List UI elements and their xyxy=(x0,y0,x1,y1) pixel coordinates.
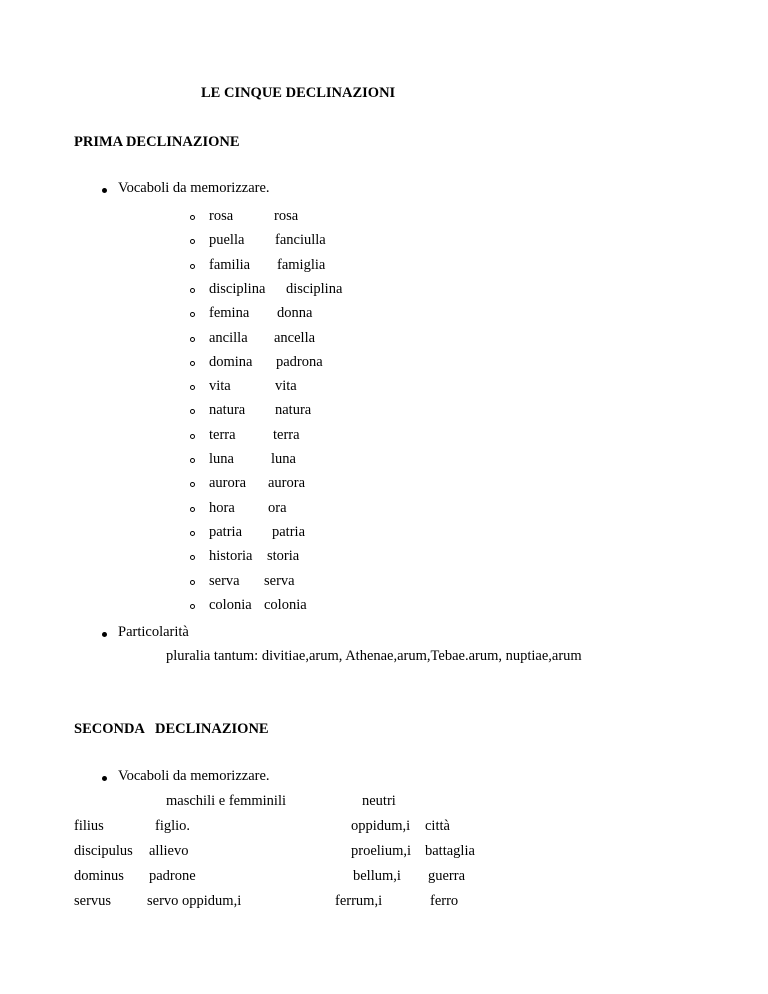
hollow-bullet-icon xyxy=(190,409,195,414)
italian-translation: patria xyxy=(272,523,306,540)
italian-translation: ora xyxy=(268,499,287,516)
italian-translation: donna xyxy=(277,305,313,322)
section-heading-first: PRIMA DECLINAZIONE xyxy=(74,134,240,150)
masculine-latin-word: dominus xyxy=(74,868,124,884)
italian-translation: natura xyxy=(275,402,312,419)
hollow-bullet-icon xyxy=(190,580,195,585)
neuter-latin-word: bellum,i xyxy=(353,868,401,884)
hollow-bullet-icon xyxy=(190,434,195,439)
vocab-label-second: Vocaboli da memorizzare. xyxy=(118,768,270,784)
particularity-text: pluralia tantum: divitiae,arum, Athenae,arum,Tebae.arum, nuptiae,arum xyxy=(166,648,582,664)
section-heading-second: SECONDA DECLINAZIONE xyxy=(74,721,269,737)
vocab-label-first: Vocaboli da memorizzare. xyxy=(118,180,270,196)
latin-word: aurora xyxy=(209,475,247,492)
latin-word: femina xyxy=(209,305,250,322)
column-header-masculine-feminine: maschili e femminili xyxy=(166,793,287,809)
hollow-bullet-icon xyxy=(190,264,195,269)
italian-translation: terra xyxy=(273,426,300,443)
neuter-latin-word: ferrum,i xyxy=(335,893,383,909)
bullet-icon xyxy=(102,776,107,781)
latin-word: vita xyxy=(209,378,231,395)
italian-translation: padrona xyxy=(276,353,323,370)
hollow-bullet-icon xyxy=(190,215,195,220)
latin-word: terra xyxy=(209,426,236,443)
italian-translation: storia xyxy=(267,548,300,565)
italian-translation: colonia xyxy=(264,596,307,613)
hollow-bullet-icon xyxy=(190,239,195,244)
italian-translation: rosa xyxy=(274,208,299,224)
masculine-italian-translation: padrone xyxy=(149,868,196,884)
neuter-italian-translation: ferro xyxy=(430,893,459,909)
neuter-italian-translation: guerra xyxy=(428,868,466,884)
hollow-bullet-icon xyxy=(190,312,195,317)
neuter-italian-translation: battaglia xyxy=(425,843,475,859)
column-header-neuter: neutri xyxy=(362,793,396,809)
italian-translation: fanciulla xyxy=(275,232,326,249)
particularity-label: Particolarità xyxy=(118,624,189,640)
hollow-bullet-icon xyxy=(190,337,195,342)
latin-word: luna xyxy=(209,451,234,467)
neuter-latin-word: oppidum,i xyxy=(351,818,411,834)
latin-word: disciplina xyxy=(209,280,266,297)
italian-translation: vita xyxy=(275,378,297,395)
hollow-bullet-icon xyxy=(190,507,195,512)
italian-translation: luna xyxy=(271,451,296,467)
page-title: LE CINQUE DECLINAZIONI xyxy=(201,85,396,101)
hollow-bullet-icon xyxy=(190,361,195,366)
bullet-icon xyxy=(102,188,107,193)
latin-word: hora xyxy=(209,499,235,516)
hollow-bullet-icon xyxy=(190,531,195,536)
masculine-latin-word: servus xyxy=(74,893,112,909)
masculine-italian-translation: allievo xyxy=(149,843,189,859)
masculine-italian-translation: figlio. xyxy=(155,818,191,834)
hollow-bullet-icon xyxy=(190,555,195,560)
italian-translation: serva xyxy=(264,572,295,589)
latin-word: serva xyxy=(209,572,240,589)
hollow-bullet-icon xyxy=(190,482,195,487)
hollow-bullet-icon xyxy=(190,604,195,609)
hollow-bullet-icon xyxy=(190,458,195,463)
masculine-latin-word: discipulus xyxy=(74,843,133,859)
latin-word: familia xyxy=(209,256,251,273)
italian-translation: famiglia xyxy=(277,256,326,273)
latin-word: historia xyxy=(209,548,253,565)
latin-word: natura xyxy=(209,402,246,419)
italian-translation: disciplina xyxy=(286,280,343,297)
neuter-latin-word: proelium,i xyxy=(351,843,412,859)
latin-word: ancilla xyxy=(209,329,248,346)
hollow-bullet-icon xyxy=(190,288,195,293)
latin-word: rosa xyxy=(209,208,234,224)
italian-translation: ancella xyxy=(274,329,316,346)
latin-word: domina xyxy=(209,353,253,370)
hollow-bullet-icon xyxy=(190,385,195,390)
neuter-italian-translation: città xyxy=(425,818,450,834)
masculine-latin-word: filius xyxy=(74,818,104,834)
bullet-icon xyxy=(102,632,107,637)
latin-word: colonia xyxy=(209,596,252,613)
latin-word: puella xyxy=(209,232,245,249)
latin-word: patria xyxy=(209,523,243,540)
italian-translation: aurora xyxy=(268,475,306,492)
masculine-italian-translation: servo oppidum,i xyxy=(147,893,242,909)
